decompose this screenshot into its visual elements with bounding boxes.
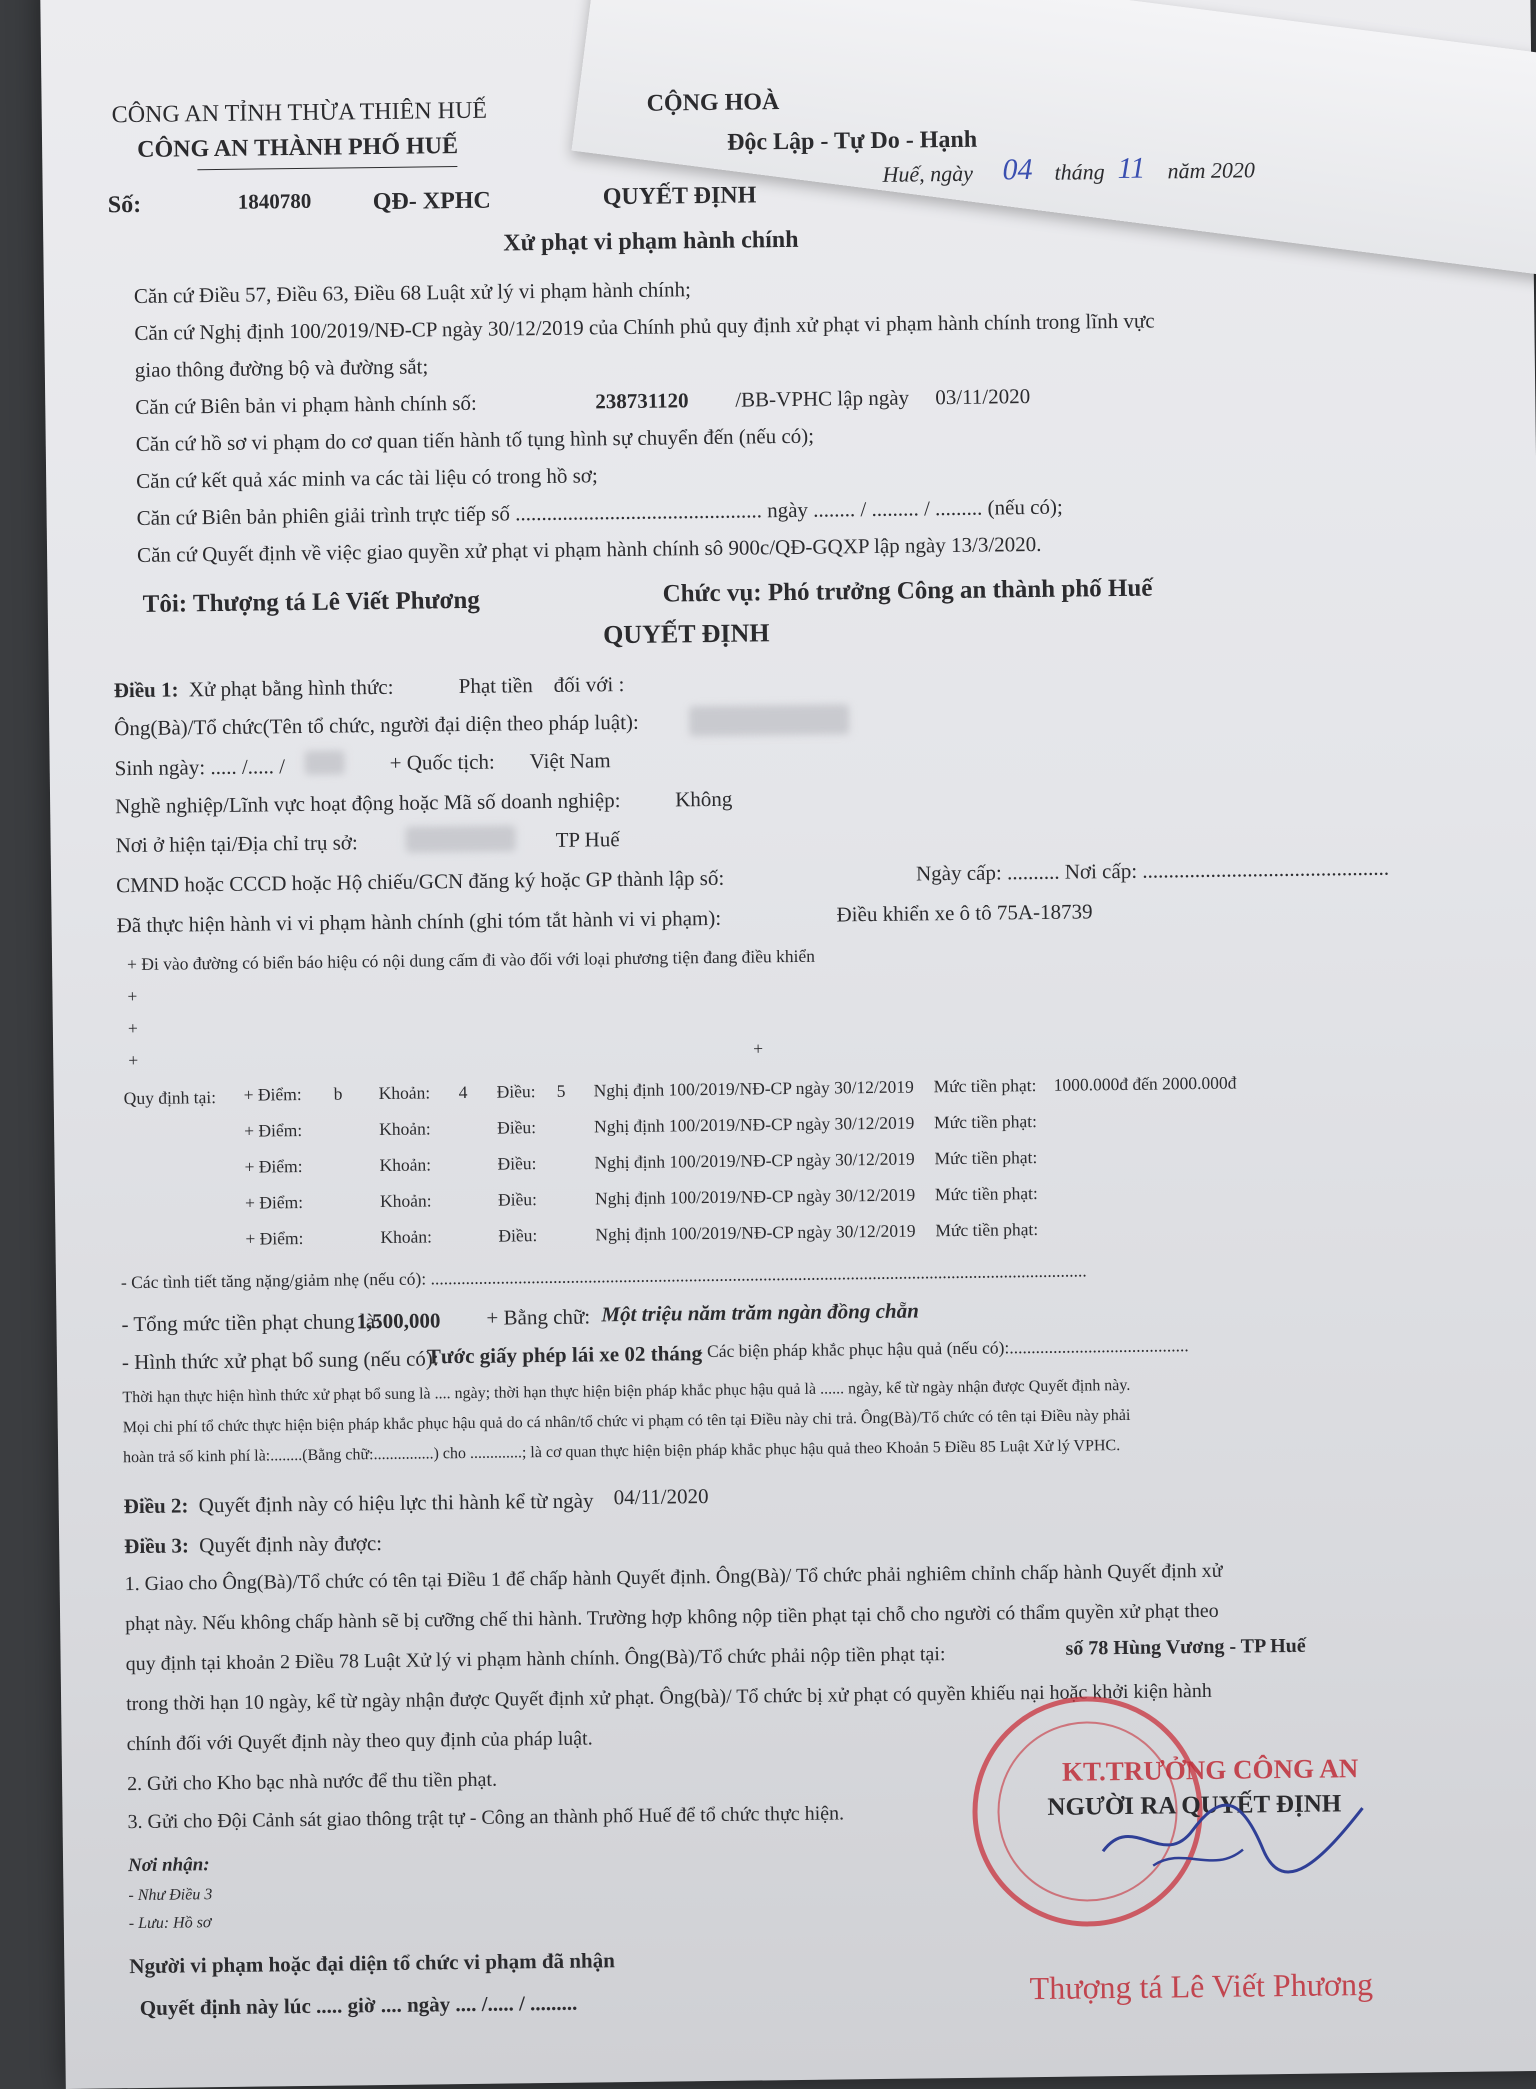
dieu1-form-label: Xử phạt bằng hình thức:	[188, 674, 394, 702]
reg-diem: + Điểm:	[244, 1191, 304, 1213]
basis-4: Căn cứ hồ sơ vi phạm do cơ quan tiến hành tố tụng hình sự chuyển đến (nếu có);	[135, 423, 815, 456]
reg-khoan-value: 4	[458, 1081, 468, 1103]
reg-fine-value: 1000.000đ đến 2000.000đ	[1053, 1072, 1237, 1095]
additional-value: Tước giấy phép lái xe 02 tháng	[426, 1341, 703, 1369]
reg-khoan: Khoản:	[378, 1082, 431, 1104]
date-day: 04	[1002, 152, 1033, 187]
nation-title: CỘNG HOÀ	[646, 89, 780, 117]
id-issue: Ngày cấp: .......... Nơi cấp: ...............................................	[915, 855, 1390, 886]
recipient-2: - Lưu: Hồ sơ	[128, 1914, 212, 1933]
violation-detail-4: +	[128, 1049, 139, 1071]
reg-dieu: Điều:	[496, 1081, 536, 1102]
signature-mark	[1092, 1788, 1373, 1881]
reg-khoan: Khoản:	[379, 1190, 432, 1212]
reg-decree: Nghị định 100/2019/NĐ-CP ngày 30/12/2019	[594, 1148, 915, 1173]
date-year: năm 2020	[1167, 157, 1256, 184]
dieu3-p1-line3: quy định tại khoản 2 Điều 78 Luật Xử lý vi phạm hành chính. Ông(Bà)/Tổ chức phải nộp tiền phạt tại:	[125, 1643, 946, 1676]
total-words-value: Một triệu năm trăm ngàn đồng chẵn	[601, 1298, 919, 1327]
person-label: Ông(Bà)/Tổ chức(Tên tổ chức, người đại diện theo pháp luật):	[114, 709, 639, 741]
total-words-label: + Bằng chữ:	[486, 1304, 591, 1330]
note-line-1: Thời hạn thực hiện hình thức xử phạt bổ sung là .... ngày; thời hạn thực hiện biện pháp khắc phục hậu quả là ...... ngày, kể từ ngày nhận được Quyết định này.	[122, 1376, 1131, 1407]
reg-khoan: Khoản:	[379, 1118, 431, 1140]
dieu1-doi-voi: đối với :	[553, 672, 625, 697]
agency-main: CÔNG AN THÀNH PHỐ HUẾ	[136, 133, 459, 163]
dieu3-p1-line2: phạt này. Nếu không chấp hành sẽ bị cưỡng chế thi hành. Trường hợp không nộp tiền phạt tại chỗ cho người có thẩm quyền xử phạt theo	[125, 1599, 1219, 1636]
nation-motto: Độc Lập - Tự Do - Hạnh	[726, 126, 978, 156]
dieu3-p2: 2. Gửi cho Kho bạc nhà nước để thu tiền phạt.	[126, 1768, 498, 1796]
remedial-measures: - Các biện pháp khắc phục hậu quả (nếu có):.........................................	[696, 1335, 1189, 1362]
total-value: 1,500,000	[356, 1308, 441, 1334]
dieu3-p1-line4: trong thời hạn 10 ngày, kể từ ngày nhận được Quyết định xử phạt. Ông(bà)/ Tổ chức bị xử phạt có quyền khiếu nại hoặc khởi kiện hành	[126, 1679, 1212, 1716]
bb-suffix: /BB-VPHC lập ngày	[735, 385, 910, 412]
document-title: QUYẾT ĐỊNH	[602, 182, 757, 211]
reg-fine-label: Mức tiền phạt:	[935, 1219, 1039, 1241]
decision-heading: QUYẾT ĐỊNH	[602, 618, 770, 650]
signer-title-2: NGƯỜI RA QUYẾT ĐỊNH	[1047, 1790, 1342, 1821]
reg-diem: + Điểm:	[245, 1227, 304, 1249]
date-place: Huế, ngày	[882, 160, 974, 187]
dieu3-p1-line5: chính đối với Quyết định này theo quy định của pháp luật.	[126, 1727, 593, 1756]
job-label: Nghề nghiệp/Lĩnh vực hoạt động hoặc Mã số doanh nghiệp:	[115, 788, 621, 819]
basis-3: Căn cứ Biên bản vi phạm hành chính số:	[135, 390, 477, 419]
violation-detail-1: + Đi vào đường có biển báo hiệu có nội dung cấm đi vào đối với loại phương tiện đang điều khiển	[126, 945, 816, 975]
dieu3-label: Điều 3:	[124, 1533, 190, 1559]
reg-dieu-value: 5	[556, 1080, 566, 1101]
violator-received: Người vi phạm hoặc đại diện tổ chức vi phạm đã nhận	[129, 1948, 615, 1979]
dieu3-p3: 3. Gửi cho Đội Cảnh sát giao thông trật tự - Công an thành phố Huế để tổ chức thực hiện.	[127, 1802, 845, 1834]
violation-detail-2: +	[127, 985, 138, 1007]
so-label: Số:	[107, 191, 142, 219]
reg-fine-label: Mức tiền phạt:	[934, 1147, 1038, 1169]
basis-7: Căn cứ Quyết định về việc giao quyền xử phạt vi phạm hành chính sô 900c/QĐ-GQXP lập ngày 13/3/2020.	[136, 531, 1042, 567]
dieu2-text: Quyết định này có hiệu lực thi hành kể từ ngày	[198, 1488, 594, 1518]
document-page	[40, 0, 1536, 2089]
reg-fine-label: Mức tiền phạt:	[934, 1183, 1038, 1205]
dieu2-label: Điều 2:	[123, 1493, 189, 1519]
job-value: Không	[674, 786, 733, 812]
officer-position: Chức vụ: Phó trưởng Công an thành phố Huế	[662, 574, 1153, 608]
agency-top: CÔNG AN TỈNH THỪA THIÊN HUẾ	[111, 97, 488, 129]
dieu2-date: 04/11/2020	[613, 1484, 709, 1510]
address-label: Nơi ở hiện tại/Địa chỉ trụ sở:	[115, 830, 358, 858]
reg-dieu: Điều:	[497, 1189, 538, 1210]
recipients-label: Nơi nhận:	[127, 1854, 210, 1877]
dieu3-p1-line1: 1. Giao cho Ông(Bà)/Tổ chức có tên tại Điều 1 để chấp hành Quyết định. Ông(Bà)/ Tổ chức phải nghiêm chỉnh chấp hành Quyết định xử	[124, 1559, 1223, 1596]
officer-name: Tôi: Thượng tá Lê Viết Phương	[142, 586, 480, 618]
reg-decree: Nghị định 100/2019/NĐ-CP ngày 30/12/2019	[595, 1220, 916, 1245]
reg-decree: Nghị định 100/2019/NĐ-CP ngày 30/12/2019	[593, 1112, 915, 1137]
so-value: 1840780	[237, 188, 312, 214]
date-month: 11	[1117, 151, 1146, 185]
reg-dieu: Điều:	[498, 1225, 538, 1246]
dob-label: Sinh ngày: ..... /..... /	[114, 754, 286, 781]
bb-number: 238731120	[595, 388, 689, 414]
basis-2b: giao thông đường bộ và đường sắt;	[134, 354, 429, 382]
violation-detail-3: +	[127, 1017, 138, 1039]
basis-1: Căn cứ Điều 57, Điều 63, Điều 68 Luật xử lý vi phạm hành chính;	[133, 277, 692, 308]
reg-diem: + Điểm:	[244, 1119, 303, 1141]
violation-value: Điều khiển xe ô tô 75A-18739	[836, 899, 1093, 927]
regulations-label: Quy định tại:	[123, 1087, 217, 1109]
document-subtitle: Xử phạt vi phạm hành chính	[503, 226, 799, 257]
reg-dieu: Điều:	[497, 1153, 537, 1174]
date-month-label: tháng	[1054, 159, 1105, 185]
dieu1-form-value: Phạt tiền	[458, 673, 533, 699]
reg-fine-label: Mức tiền phạt:	[933, 1111, 1037, 1133]
circumstances: - Các tình tiết tăng nặng/giảm nhẹ (nếu có): ......................................................................................................................................................	[120, 1260, 1087, 1293]
basis-6: Căn cứ Biên bản phiên giải trình trực tiếp số ............................................... ngày ........ / ......... / ......... (nếu có);	[136, 494, 1063, 530]
bb-date: 03/11/2020	[935, 384, 1031, 410]
id-label: CMND hoặc CCCD hoặc Hộ chiếu/GCN đăng ký hoặc GP thành lập số:	[115, 865, 725, 898]
so-suffix: QĐ- XPHC	[372, 187, 491, 216]
nationality-label: + Quốc tịch:	[389, 749, 495, 775]
note-line-2: Mọi chi phí tổ chức thực hiện biện pháp khắc phục hậu quả do cá nhân/tổ chức vi phạm có tên tại Điều này chi trả. Ông(Bà)/Tổ chức có tên tại Điều này phải	[122, 1406, 1131, 1437]
reg-decree: Nghị định 100/2019/NĐ-CP ngày 30/12/2019	[593, 1076, 914, 1101]
nationality-value: Việt Nam	[529, 748, 611, 774]
payment-place: số 78 Hùng Vương - TP Huế	[1065, 1634, 1306, 1660]
total-label: - Tổng mức tiền phạt chung là:	[121, 1309, 382, 1337]
recipient-1: - Như Điều 3	[128, 1886, 213, 1905]
signer-name: Thượng tá Lê Viết Phương	[1029, 1965, 1374, 2007]
additional-label: - Hình thức xử phạt bổ sung (nếu có):	[121, 1346, 439, 1375]
reg-dieu: Điều:	[496, 1117, 537, 1138]
reg-diem: + Điểm:	[244, 1155, 303, 1177]
note-line-3: hoàn trả số kinh phí là:........(Bằng chữ:...............) cho .............; là cơ quan thực hiện biện pháp khắc phục hậu quả theo Khoản 5 Điều 85 Luật Xử lý VPHC.	[123, 1437, 1121, 1467]
redacted-address	[405, 825, 515, 852]
reg-diem: + Điểm:	[243, 1083, 302, 1105]
address-city: TP Huế	[555, 827, 620, 852]
reg-fine-label: Mức tiền phạt:	[933, 1075, 1037, 1097]
agency-underline	[197, 166, 457, 170]
reg-decree: Nghị định 100/2019/NĐ-CP ngày 30/12/2019	[594, 1184, 916, 1209]
dieu1-label: Điều 1:	[113, 677, 179, 703]
reg-khoan: Khoản:	[379, 1154, 432, 1176]
basis-5: Căn cứ kết quả xác minh va các tài liệu có trong hồ sơ;	[136, 463, 598, 493]
violation-detail-extra: +	[753, 1038, 764, 1059]
reg-diem-value: b	[333, 1083, 343, 1104]
dieu3-text: Quyết định này được:	[199, 1531, 383, 1558]
basis-2: Căn cứ Nghị định 100/2019/NĐ-CP ngày 30/12/2019 của Chính phủ quy định xử phạt vi phạm hành chính trong lĩnh vực	[134, 308, 1155, 345]
violation-label: Đã thực hiện hành vi vi phạm hành chính (ghi tóm tắt hành vi vi phạm):	[116, 905, 722, 938]
redacted-dob	[305, 750, 345, 774]
signer-title-1: KT.TRƯỞNG CÔNG AN	[1061, 1753, 1359, 1787]
reg-khoan: Khoản:	[380, 1226, 433, 1248]
redacted-name	[689, 704, 849, 736]
received-time: Quyết định này lúc ..... giờ .... ngày .... /..... / .........	[139, 1990, 578, 2021]
